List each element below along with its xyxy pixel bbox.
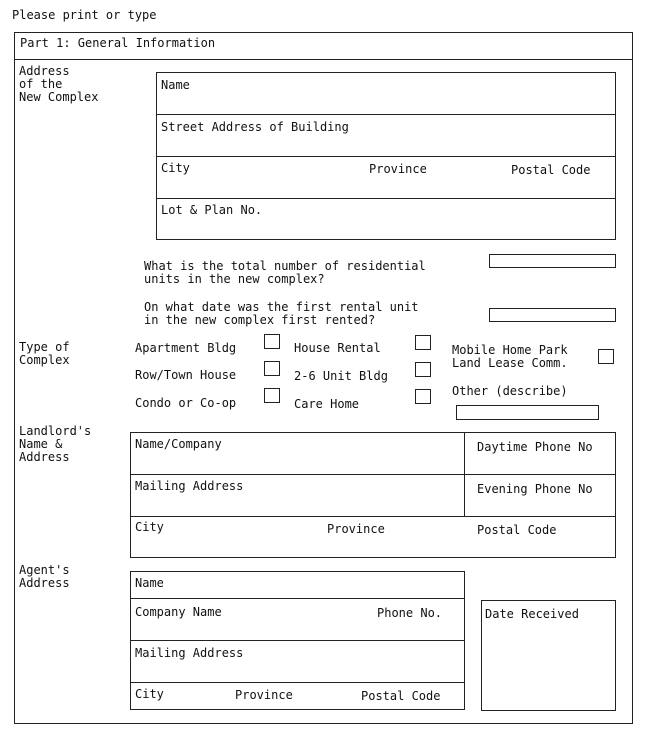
units-input[interactable]: [489, 254, 616, 268]
part-title: Part 1: General Information: [20, 36, 216, 50]
address-section-label: Address of the New Complex: [19, 64, 99, 104]
street-address-label[interactable]: Street Address of Building: [161, 120, 349, 134]
care-home-checkbox[interactable]: [415, 389, 431, 404]
city-label[interactable]: City: [161, 161, 190, 175]
mobile-home-checkbox[interactable]: [598, 349, 614, 364]
condo-label: Condo or Co-op: [135, 396, 237, 410]
agent-phone-label[interactable]: Phone No.: [377, 606, 443, 620]
row-divider: [156, 156, 616, 157]
agent-section-label: Agent's Address: [19, 563, 70, 590]
agent-company-label[interactable]: Company Name: [135, 605, 222, 619]
unit-bldg-checkbox[interactable]: [415, 362, 431, 377]
mobile-home-label: Mobile Home Park Land Lease Comm.: [452, 343, 568, 370]
part-divider: [14, 59, 633, 60]
agent-mailing-label[interactable]: Mailing Address: [135, 646, 244, 660]
daytime-phone-label[interactable]: Daytime Phone No: [477, 440, 593, 454]
house-rental-label: House Rental: [294, 341, 381, 355]
row-divider: [130, 682, 465, 683]
complex-type-label: Type of Complex: [19, 340, 70, 367]
date-received-label: Date Received: [485, 607, 579, 621]
postal-code-label[interactable]: Postal Code: [511, 163, 591, 177]
print-instruction: Please print or type: [12, 8, 157, 22]
agent-province-label[interactable]: Province: [235, 688, 293, 702]
landlord-postal-label[interactable]: Postal Code: [477, 523, 557, 537]
other-input[interactable]: [456, 405, 599, 420]
column-divider: [464, 432, 465, 516]
row-divider: [130, 474, 616, 475]
landlord-province-label[interactable]: Province: [327, 522, 385, 536]
evening-phone-label[interactable]: Evening Phone No: [477, 482, 593, 496]
first-rented-question: On what date was the first rental unit in the new complex first rented?: [144, 300, 419, 327]
province-label[interactable]: Province: [369, 162, 427, 176]
row-divider: [156, 198, 616, 199]
row-divider: [130, 598, 465, 599]
row-town-label: Row/Town House: [135, 368, 237, 382]
landlord-name-label[interactable]: Name/Company: [135, 437, 222, 451]
lot-plan-label[interactable]: Lot & Plan No.: [161, 203, 263, 217]
care-home-label: Care Home: [294, 397, 360, 411]
row-divider: [130, 516, 616, 517]
row-divider: [130, 640, 465, 641]
complex-name-label[interactable]: Name: [161, 78, 190, 92]
row-divider: [156, 114, 616, 115]
row-town-checkbox[interactable]: [264, 361, 280, 376]
apartment-label: Apartment Bldg: [135, 341, 237, 355]
agent-city-label[interactable]: City: [135, 687, 164, 701]
landlord-city-label[interactable]: City: [135, 520, 164, 534]
other-label: Other (describe): [452, 384, 568, 398]
condo-checkbox[interactable]: [264, 388, 280, 403]
landlord-mailing-label[interactable]: Mailing Address: [135, 479, 244, 493]
first-rented-input[interactable]: [489, 308, 616, 322]
landlord-section-label: Landlord's Name & Address: [19, 424, 92, 464]
house-rental-checkbox[interactable]: [415, 335, 431, 350]
apartment-checkbox[interactable]: [264, 334, 280, 349]
agent-postal-label[interactable]: Postal Code: [361, 689, 441, 703]
units-question: What is the total number of residential units in the new complex?: [144, 259, 426, 286]
agent-name-label[interactable]: Name: [135, 576, 164, 590]
unit-bldg-label: 2-6 Unit Bldg: [294, 369, 388, 383]
